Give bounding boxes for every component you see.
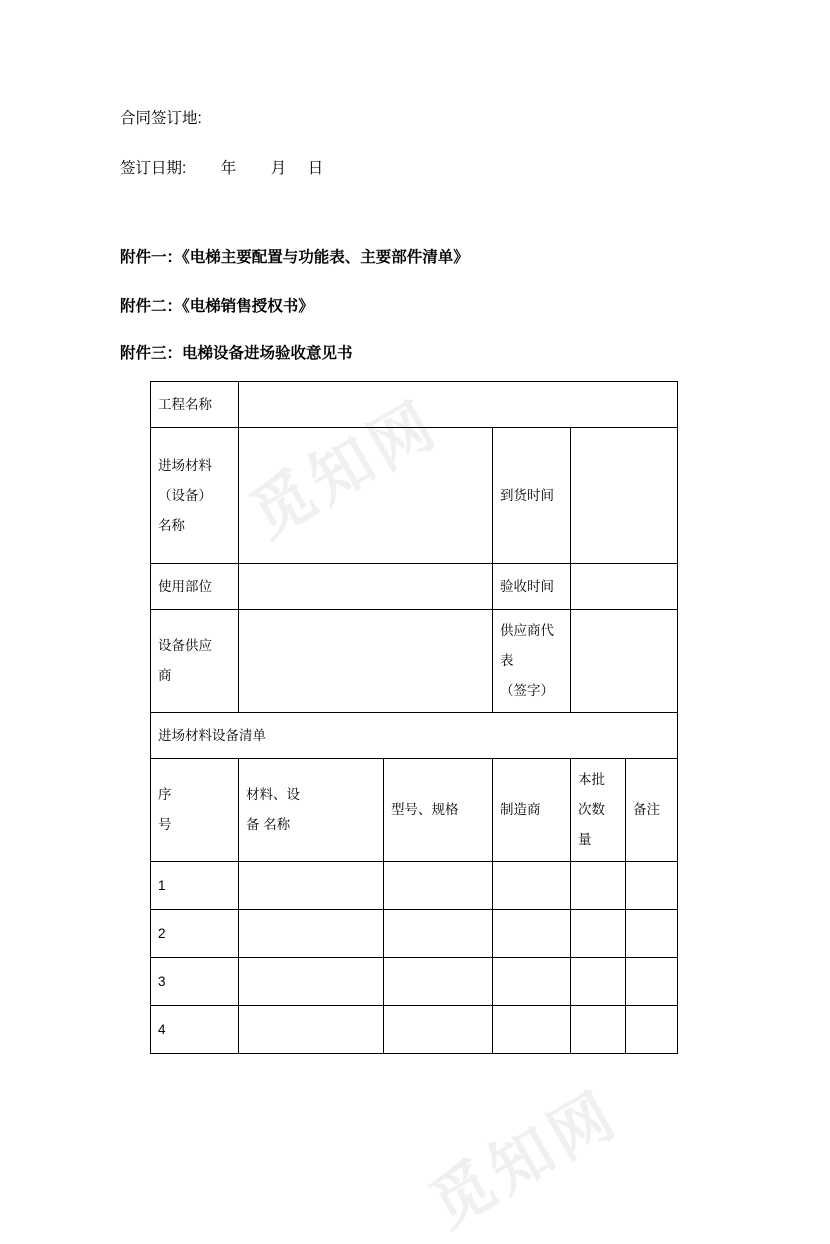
table-row xyxy=(151,564,678,610)
cell-manufacturer[interactable] xyxy=(493,958,571,1006)
cell-remark[interactable] xyxy=(626,958,678,1006)
cell-manufacturer[interactable] xyxy=(493,910,571,958)
cell-name[interactable] xyxy=(239,1006,384,1054)
cell-name[interactable] xyxy=(239,862,384,910)
signing-place-label: 合同签订地: xyxy=(120,110,202,127)
column-header-model: 型号、规格 xyxy=(384,759,493,862)
cell-name[interactable] xyxy=(239,958,384,1006)
use-position-label: 使用部位 xyxy=(151,564,239,610)
cell-remark[interactable] xyxy=(626,910,678,958)
cell-no: 4 xyxy=(151,1006,239,1054)
attachment-item-3: 附件三：电梯设备进场验收意见书 xyxy=(120,345,353,362)
cell-manufacturer[interactable] xyxy=(493,1006,571,1054)
cell-remark[interactable] xyxy=(626,862,678,910)
table-row xyxy=(151,428,678,564)
project-name-label: 工程名称 xyxy=(151,382,239,428)
cell-quantity[interactable] xyxy=(571,862,626,910)
cell-quantity[interactable] xyxy=(571,958,626,1006)
cell-name[interactable] xyxy=(239,910,384,958)
table-row xyxy=(151,958,678,1006)
material-name-label: 进场材料 （设备） 名称 xyxy=(151,428,239,564)
watermark: 觅知网 xyxy=(419,1078,631,1241)
column-header-manufacturer: 制造商 xyxy=(493,759,571,862)
cell-remark[interactable] xyxy=(626,1006,678,1054)
arrival-time-value[interactable] xyxy=(571,428,678,564)
supplier-label: 设备供应 商 xyxy=(151,610,239,713)
supplier-rep-value[interactable] xyxy=(571,610,678,713)
project-name-value[interactable] xyxy=(239,382,678,428)
table-row xyxy=(151,862,678,910)
cell-model[interactable] xyxy=(384,862,493,910)
table-row xyxy=(151,382,678,428)
acceptance-time-label: 验收时间 xyxy=(493,564,571,610)
signing-date-label: 签订日期: 年 月 日 xyxy=(120,160,324,177)
column-header-quantity: 本批次数量 xyxy=(571,759,626,862)
supplier-rep-label: 供应商代表 （签字） xyxy=(493,610,571,713)
cell-quantity[interactable] xyxy=(571,1006,626,1054)
acceptance-form-table xyxy=(150,381,678,1054)
table-row xyxy=(151,910,678,958)
cell-manufacturer[interactable] xyxy=(493,862,571,910)
column-header-no: 序 号 xyxy=(151,759,239,862)
column-header-remark: 备注 xyxy=(626,759,678,862)
cell-quantity[interactable] xyxy=(571,910,626,958)
supplier-value[interactable] xyxy=(239,610,493,713)
use-position-value[interactable] xyxy=(239,564,493,610)
acceptance-time-value[interactable] xyxy=(571,564,678,610)
cell-model[interactable] xyxy=(384,910,493,958)
cell-no: 1 xyxy=(151,862,239,910)
table-row xyxy=(151,1006,678,1054)
cell-no: 2 xyxy=(151,910,239,958)
material-name-value[interactable] xyxy=(239,428,493,564)
watermark: 觅知网 xyxy=(239,388,451,551)
table-header-row xyxy=(151,759,678,862)
table-row xyxy=(151,713,678,759)
list-title: 进场材料设备清单 xyxy=(151,713,678,759)
attachment-item-1: 附件一：《电梯主要配置与功能表、主要部件清单》 xyxy=(120,249,469,266)
cell-no: 3 xyxy=(151,958,239,1006)
arrival-time-label: 到货时间 xyxy=(493,428,571,564)
attachment-item-2: 附件二：《电梯销售授权书》 xyxy=(120,298,314,315)
cell-model[interactable] xyxy=(384,958,493,1006)
table-row xyxy=(151,610,678,713)
column-header-name: 材料、设 备 名称 xyxy=(239,759,384,862)
cell-model[interactable] xyxy=(384,1006,493,1054)
